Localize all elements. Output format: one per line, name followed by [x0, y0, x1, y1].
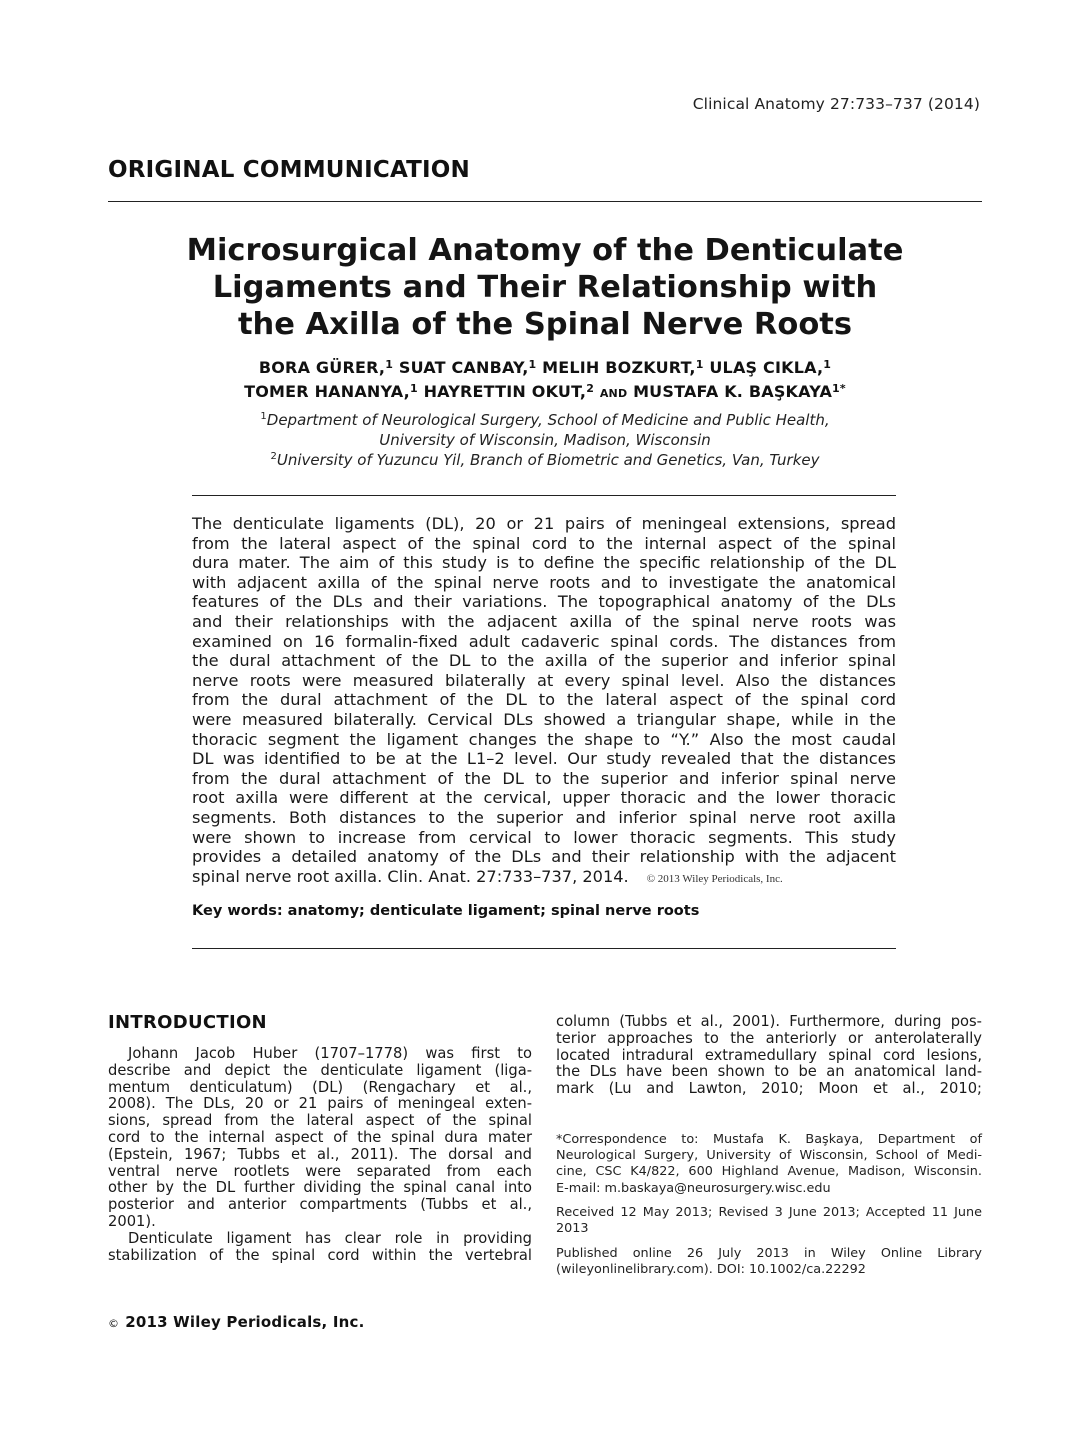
author-line [108, 380, 982, 406]
body-line: 2008). The DLs, 20 or 21 pairs of meningeal exten- [108, 1095, 532, 1113]
body-line: column (Tubbs et al., 2001). Furthermore, during pos- [556, 1013, 982, 1030]
abstract-bottom-divider [192, 948, 896, 949]
copyright-text: 2013 Wiley Periodicals, Inc. [125, 1313, 365, 1331]
abstract-line: nerve roots were measured bilaterally at every spinal level. Also the distances [192, 670, 896, 690]
footnote-line: Published online 26 July 2013 in Wiley Online Library [556, 1246, 982, 1261]
author-affil-mark: 1* [832, 382, 846, 395]
abstract-line: provides a detailed anatomy of the DLs and their relationship with the adjacent [192, 847, 896, 867]
footnote-line: *Correspondence to: Mustafa K. Başkaya, Department of [556, 1132, 982, 1147]
affiliation-text: University of Yuzuncu Yil, Branch of Biometric and Genetics, Van, Turkey [276, 451, 820, 469]
footnote-line: Neurological Surgery, University of Wisconsin, School of Medi- [556, 1148, 982, 1164]
copyright-symbol: © [108, 1317, 120, 1330]
abstract-line: with adjacent axilla of the spinal nerve roots and to investigate the anatomical [192, 572, 896, 592]
footnote-line: Received 12 May 2013; Revised 3 June 2013; Accepted 11 June [556, 1205, 982, 1220]
keywords: Key words: anatomy; denticulate ligament; spinal nerve roots [192, 903, 700, 919]
correspondence-footnote [556, 1132, 982, 1197]
abstract-line: from the dural attachment of the DL to the lateral aspect of the spinal cord [192, 690, 896, 710]
body-column-left [108, 1046, 532, 1264]
footnote-line: E-mail: m.baskaya@neurosurgery.wisc.edu [556, 1180, 831, 1196]
abstract-line: were shown to increase from cervical to lower thoracic segments. This study [192, 827, 896, 847]
abstract-line: from the dural attachment of the DL to the superior and inferior spinal nerve [192, 768, 896, 788]
body-line: posterior and anterior compartments (Tubbs et al., [108, 1196, 532, 1214]
abstract-line: dura mater. The aim of this study is to define the specific relationship of the DL [192, 553, 896, 573]
body-line: mentum denticulatum) (DL) (Rengachary et al., [108, 1078, 532, 1096]
author-affil-mark: 2 [586, 382, 595, 395]
page-copyright [108, 1313, 365, 1331]
author-name: MUSTAFA K. BAŞKAYA [633, 382, 833, 401]
affiliation-line [108, 410, 982, 430]
body-line: stabilization of the spinal cord within the vertebral [108, 1246, 532, 1264]
title-line: Microsurgical Anatomy of the Denticulate [186, 233, 904, 268]
author-affil-mark: 1 [528, 358, 537, 371]
abstract-line: the dural attachment of the DL to the axilla of the superior and inferior spinal [192, 651, 896, 671]
abstract [192, 514, 896, 886]
body-line: describe and depict the denticulate ligament (liga- [108, 1061, 532, 1079]
abstract-line: were measured bilaterally. Cervical DLs showed a triangular shape, while in the [192, 709, 896, 729]
abstract-line: thoracic segment the ligament changes the shape to “Y.” Also the most caudal [192, 729, 896, 749]
author-affil-mark: 1 [409, 382, 418, 395]
abstract-line: and their relationships with the adjacent axilla of the spinal nerve roots was [192, 611, 896, 631]
body-line: other by the DL further dividing the spinal canal into [108, 1179, 532, 1197]
author-affil-mark: 1 [385, 358, 394, 371]
body-line: (Epstein, 1967; Tubbs et al., 2011). The dorsal and [108, 1145, 532, 1163]
affiliation-line [108, 430, 982, 450]
body-column-right [556, 1014, 982, 1098]
abstract-line-text: spinal nerve root axilla. Clin. Anat. 27:733–737, 2014. [192, 866, 629, 886]
body-line: ventral nerve rootlets were separated from each [108, 1162, 532, 1180]
body-line: 2001). [108, 1212, 156, 1230]
affiliation-mark: 1 [260, 411, 267, 422]
article-title [108, 232, 982, 343]
affiliations [108, 410, 982, 470]
received-footnote [556, 1205, 982, 1237]
affiliation-mark: 2 [270, 451, 277, 462]
title-line: the Axilla of the Spinal Nerve Roots [237, 307, 853, 342]
author-affil-mark: 1 [695, 358, 704, 371]
author-name: TOMER HANANYA, [244, 382, 410, 401]
body-line: sions, spread from the lateral aspect of the spinal [108, 1112, 532, 1130]
abstract-copyright: © 2013 Wiley Periodicals, Inc. [646, 872, 783, 885]
abstract-line: examined on 16 formalin-fixed adult cadaveric spinal cords. The distances from [192, 631, 896, 651]
author-name: SUAT CANBAY, [398, 358, 529, 377]
abstract-line: DL was identified to be at the L1–2 level. Our study revealed that the distances [192, 749, 896, 769]
author-line [108, 356, 982, 380]
journal-reference: Clinical Anatomy 27:733–737 (2014) [692, 95, 980, 113]
abstract-line: segments. Both distances to the superior and inferior spinal nerve root axilla [192, 807, 896, 827]
author-conjunction: AND [599, 387, 628, 400]
footnote-line: cine, CSC K4/822, 600 Highland Avenue, Madison, Wisconsin. [556, 1164, 982, 1180]
body-line: the DLs have been shown to be an anatomical land- [556, 1063, 982, 1081]
author-name: MELIH BOZKURT, [542, 358, 696, 377]
body-line: Denticulate ligament has clear role in providing [128, 1229, 532, 1247]
affiliation-line [108, 450, 982, 470]
header-divider [108, 201, 982, 202]
body-line: mark (Lu and Lawton, 2010; Moon et al., 2010; [556, 1080, 982, 1098]
author-list [108, 356, 982, 406]
section-type-label: ORIGINAL COMMUNICATION [108, 157, 471, 183]
footnote-line: 2013 [556, 1221, 589, 1237]
body-line: Johann Jacob Huber (1707–1778) was first to [128, 1045, 532, 1062]
footnote-line: (wileyonlinelibrary.com). DOI: 10.1002/ca.22292 [556, 1262, 866, 1278]
abstract-line: The denticulate ligaments (DL), 20 or 21 pairs of meningeal extensions, spread [192, 514, 896, 533]
introduction-heading: INTRODUCTION [108, 1012, 267, 1033]
published-footnote [556, 1246, 982, 1278]
body-line: terior approaches to the anteriorly or anterolaterally [556, 1029, 982, 1047]
abstract-top-divider [192, 495, 896, 496]
abstract-line: from the lateral aspect of the spinal cord to the internal aspect of the spinal [192, 533, 896, 553]
author-affil-mark: 1 [823, 358, 832, 371]
abstract-line: root axilla were different at the cervical, upper thoracic and the lower thoracic [192, 788, 896, 808]
body-line: cord to the internal aspect of the spinal dura mater [108, 1128, 532, 1146]
affiliation-text: University of Wisconsin, Madison, Wisconsin [379, 431, 711, 449]
author-name: ULAŞ CIKLA, [709, 358, 824, 377]
affiliation-text: Department of Neurological Surgery, School of Medicine and Public Health, [266, 411, 830, 429]
abstract-last-line [192, 867, 896, 887]
body-line: located intradural extramedullary spinal cord lesions, [556, 1046, 982, 1064]
author-name: HAYRETTIN OKUT, [423, 382, 587, 401]
author-name: BORA GÜRER, [258, 358, 386, 377]
title-line: Ligaments and Their Relationship with [212, 270, 878, 305]
abstract-line: features of the DLs and their variations. The topographical anatomy of the DLs [192, 592, 896, 612]
